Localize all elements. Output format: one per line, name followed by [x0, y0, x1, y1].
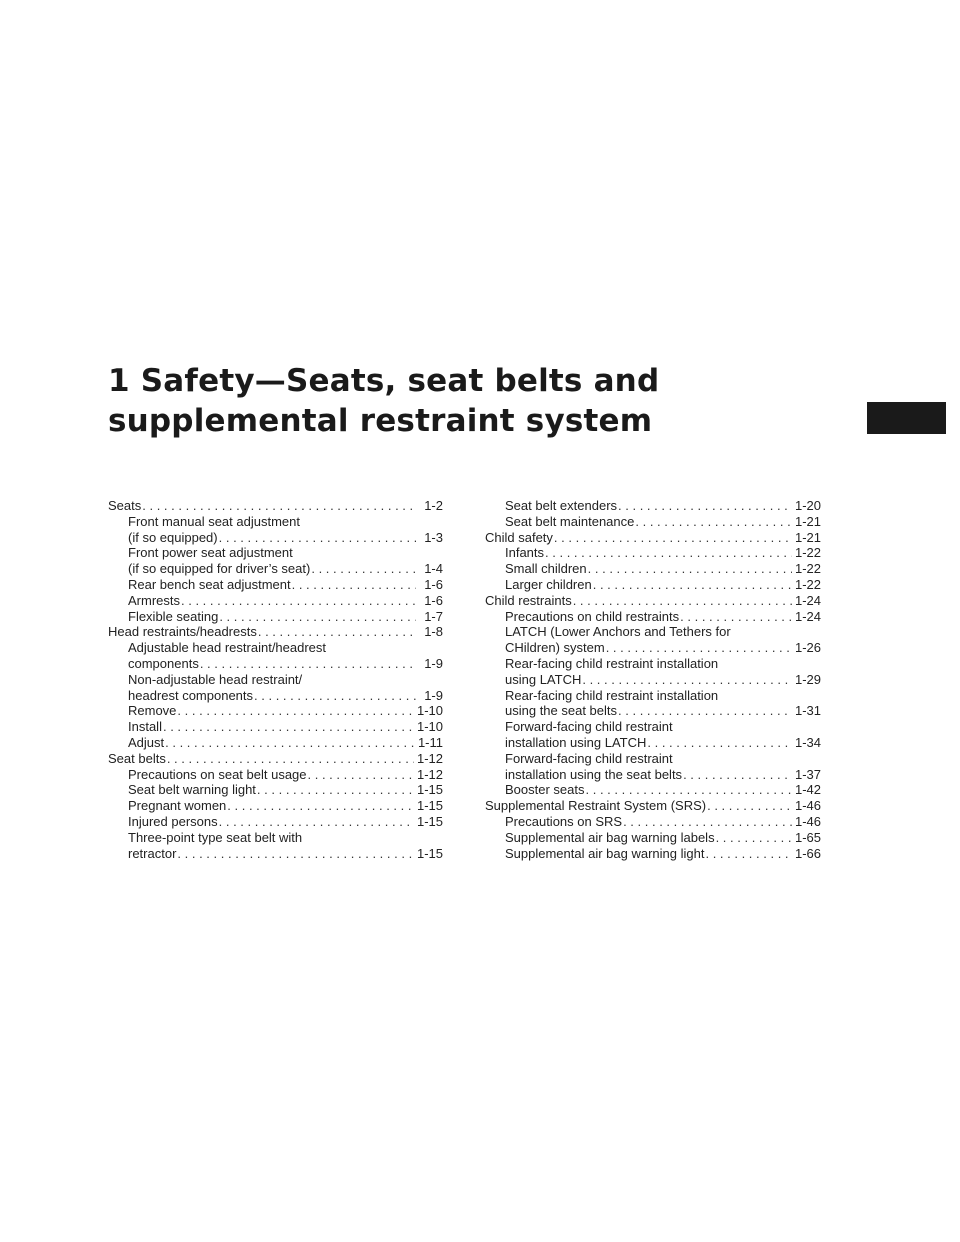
toc-entry-title: Install: [128, 719, 162, 735]
toc-entry-title-line: Non-adjustable head restraint/: [128, 671, 303, 687]
toc-entry-title: Adjust: [128, 734, 165, 750]
toc-page-number: 1-15: [416, 798, 443, 814]
toc-subentry[interactable]: [485, 846, 821, 862]
toc-subentry[interactable]: [108, 703, 443, 719]
toc-entry-title: retractor: [128, 845, 177, 861]
toc-subentry[interactable]: [108, 767, 443, 783]
toc-dot-leader: [582, 672, 792, 688]
toc-dot-leader: [545, 545, 792, 561]
toc-subentry[interactable]: [485, 782, 821, 798]
toc-page-number: 1-10: [416, 719, 443, 735]
toc-entry[interactable]: [108, 751, 443, 767]
toc-dot-leader: [219, 609, 416, 625]
toc-entry-title-line: Forward-facing child restraint: [505, 750, 673, 766]
toc-page-number: 1-65: [794, 829, 821, 845]
toc-page-number: 1-15: [416, 813, 443, 829]
toc-subentry[interactable]: [485, 609, 821, 625]
toc-dot-leader: [606, 640, 792, 656]
toc-subentry[interactable]: [485, 830, 821, 846]
toc-page-number: 1-6: [424, 576, 443, 592]
toc-column-right: [485, 498, 821, 861]
toc-subentry[interactable]: [485, 814, 821, 830]
toc-subentry[interactable]: [485, 656, 821, 688]
toc-dot-leader: [308, 767, 414, 783]
toc-subentry[interactable]: [485, 624, 821, 656]
toc-page-number: 1-3: [424, 529, 443, 545]
toc-entry-title: Child safety: [485, 529, 553, 545]
toc-dot-leader: [623, 814, 792, 830]
toc-page-number: 1-6: [424, 592, 443, 608]
toc-page-number: 1-15: [416, 845, 443, 861]
toc-dot-leader: [573, 593, 792, 609]
toc-subentry[interactable]: [108, 545, 443, 577]
toc-dot-leader: [292, 577, 416, 593]
toc-entry-title: using LATCH: [505, 671, 582, 687]
toc-subentry[interactable]: [485, 561, 821, 577]
toc-entry-title: CHildren) system: [505, 640, 605, 656]
toc-dot-leader: [258, 624, 416, 640]
toc-entry-title: Rear bench seat adjustment: [128, 576, 291, 592]
toc-entry-title: Flexible seating: [128, 608, 219, 624]
toc-page-number: 1-29: [794, 671, 821, 687]
toc-dot-leader: [227, 798, 414, 814]
toc-subentry[interactable]: [485, 719, 821, 751]
toc-subentry[interactable]: [485, 577, 821, 593]
toc-page-number: 1-21: [794, 513, 821, 529]
toc-entry-title: (if so equipped for driver’s seat): [128, 561, 311, 577]
toc-page-number: 1-20: [794, 498, 821, 513]
toc-entry-title: Supplemental air bag warning labels: [505, 829, 715, 845]
toc-entry-title: using the seat belts: [505, 703, 618, 719]
toc-page-number: 1-22: [794, 561, 821, 577]
toc-subentry[interactable]: [108, 830, 443, 862]
toc-entry-title-line: Rear-facing child restraint installation: [505, 655, 719, 671]
toc-page-number: 1-9: [424, 687, 443, 703]
toc-entry-title: Seat belts: [108, 750, 166, 766]
toc-subentry[interactable]: [108, 798, 443, 814]
toc-entry-title-line: Adjustable head restraint/headrest: [128, 640, 327, 656]
toc-dot-leader: [705, 846, 792, 862]
toc-entry[interactable]: [485, 530, 821, 546]
toc-subentry[interactable]: [485, 545, 821, 561]
toc-entry-title: Infants: [505, 545, 545, 561]
toc-page-number: 1-21: [794, 529, 821, 545]
toc-entry[interactable]: [108, 624, 443, 640]
toc-dot-leader: [707, 798, 792, 814]
toc-subentry[interactable]: [108, 577, 443, 593]
toc-entry-title-line: Forward-facing child restraint: [505, 719, 673, 735]
toc-page-number: 1-10: [416, 703, 443, 719]
toc-dot-leader: [142, 498, 416, 514]
toc-page-number: 1-24: [794, 592, 821, 608]
toc-entry-title-line: Three-point type seat belt with: [128, 829, 303, 845]
toc-entry-title: Supplemental air bag warning light: [505, 845, 705, 861]
toc-dot-leader: [181, 593, 416, 609]
toc-subentry[interactable]: [485, 688, 821, 720]
toc-dot-leader: [618, 703, 792, 719]
toc-entry-title-line: Rear-facing child restraint installation: [505, 687, 719, 703]
toc-page-number: 1-2: [424, 498, 443, 513]
toc-page-number: 1-9: [424, 655, 443, 671]
toc-dot-leader: [635, 514, 792, 530]
toc-entry-title: (if so equipped): [128, 529, 218, 545]
toc-dot-leader: [177, 846, 414, 862]
toc-entry-title: Larger children: [505, 576, 592, 592]
toc-subentry[interactable]: [485, 514, 821, 530]
toc-entry-title-line: Front power seat adjustment: [128, 545, 293, 561]
toc-subentry[interactable]: [108, 514, 443, 546]
chapter-title-line-2: supplemental restraint system: [108, 403, 653, 439]
toc-entry-title: Booster seats: [505, 782, 585, 798]
toc-page-number: 1-12: [416, 750, 443, 766]
toc-entry-title: Remove: [128, 703, 177, 719]
toc-entry-title: installation using LATCH: [505, 734, 647, 750]
toc-subentry[interactable]: [485, 751, 821, 783]
toc-subentry[interactable]: [108, 672, 443, 704]
toc-page-number: 1-24: [794, 608, 821, 624]
toc-dot-leader: [219, 814, 414, 830]
toc-page-number: 1-22: [794, 576, 821, 592]
toc-entry-title: Head restraints/headrests: [108, 624, 257, 640]
toc-subentry[interactable]: [108, 640, 443, 672]
toc-page-number: 1-22: [794, 545, 821, 561]
toc-page-number: 1-8: [424, 624, 443, 640]
toc-dot-leader: [200, 656, 416, 672]
toc-entry-title-line: LATCH (Lower Anchors and Tethers for: [505, 624, 731, 640]
toc-entry-title: Armrests: [128, 592, 180, 608]
toc-dot-leader: [683, 767, 792, 783]
toc-dot-leader: [647, 735, 792, 751]
toc-entry-title: Seats: [108, 498, 142, 513]
toc-dot-leader: [588, 561, 792, 577]
chapter-title-line-1: 1 Safety—Seats, seat belts and: [108, 363, 660, 399]
toc-entry-title: Supplemental Restraint System (SRS): [485, 798, 707, 814]
toc-entry-title: headrest components: [128, 687, 254, 703]
toc-entry-title: components: [128, 655, 199, 671]
toc-entry-title: Small children: [505, 561, 587, 577]
toc-entry-title: Precautions on child restraints: [505, 608, 680, 624]
toc-page-number: 1-66: [794, 845, 821, 861]
toc-page-number: 1-37: [794, 766, 821, 782]
toc-entry-title: installation using the seat belts: [505, 766, 683, 782]
toc-entry-title: Precautions on seat belt usage: [128, 766, 307, 782]
toc-entry-title: Injured persons: [128, 813, 218, 829]
toc-dot-leader: [219, 530, 416, 546]
chapter-tab-marker: [867, 402, 946, 434]
toc-dot-leader: [254, 688, 416, 704]
toc-dot-leader: [163, 719, 414, 735]
toc-entry[interactable]: [485, 798, 821, 814]
toc-dot-leader: [257, 782, 414, 798]
toc-page-number: 1-12: [416, 766, 443, 782]
toc-dot-leader: [165, 735, 415, 751]
toc-entry[interactable]: [485, 593, 821, 609]
toc-subentry[interactable]: [108, 609, 443, 625]
toc-entry-title: Precautions on SRS: [505, 813, 623, 829]
toc-entry-title: Pregnant women: [128, 798, 227, 814]
toc-subentry[interactable]: [108, 735, 443, 751]
toc-dot-leader: [680, 609, 792, 625]
toc-dot-leader: [586, 782, 792, 798]
toc-dot-leader: [311, 561, 416, 577]
toc-dot-leader: [593, 577, 792, 593]
toc-page-number: 1-11: [417, 734, 443, 750]
toc-entry-title: Seat belt extenders: [505, 498, 618, 513]
toc-subentry[interactable]: [108, 814, 443, 830]
toc-entry[interactable]: [108, 498, 443, 514]
toc-page-number: 1-46: [794, 813, 821, 829]
toc-entry-title: Seat belt warning light: [128, 782, 256, 798]
toc-entry-title-line: Front manual seat adjustment: [128, 513, 300, 529]
toc-page-number: 1-34: [794, 734, 821, 750]
toc-dot-leader: [618, 498, 792, 514]
toc-page-number: 1-7: [424, 608, 443, 624]
toc-entry-title: Child restraints: [485, 592, 572, 608]
toc-page-number: 1-42: [794, 782, 821, 798]
toc-subentry[interactable]: [108, 593, 443, 609]
chapter-title: [108, 361, 708, 441]
toc-dot-leader: [716, 830, 792, 846]
toc-dot-leader: [177, 703, 414, 719]
toc-page-number: 1-46: [794, 798, 821, 814]
toc-subentry[interactable]: [485, 498, 821, 514]
toc-page-number: 1-26: [794, 640, 821, 656]
toc-page-number: 1-31: [794, 703, 821, 719]
toc-dot-leader: [554, 530, 792, 546]
toc-column-left: [108, 498, 443, 861]
toc-page-number: 1-15: [416, 782, 443, 798]
toc-entry-title: Seat belt maintenance: [505, 513, 635, 529]
toc-subentry[interactable]: [108, 782, 443, 798]
toc-subentry[interactable]: [108, 719, 443, 735]
toc-page-number: 1-4: [424, 561, 443, 577]
toc-dot-leader: [167, 751, 414, 767]
